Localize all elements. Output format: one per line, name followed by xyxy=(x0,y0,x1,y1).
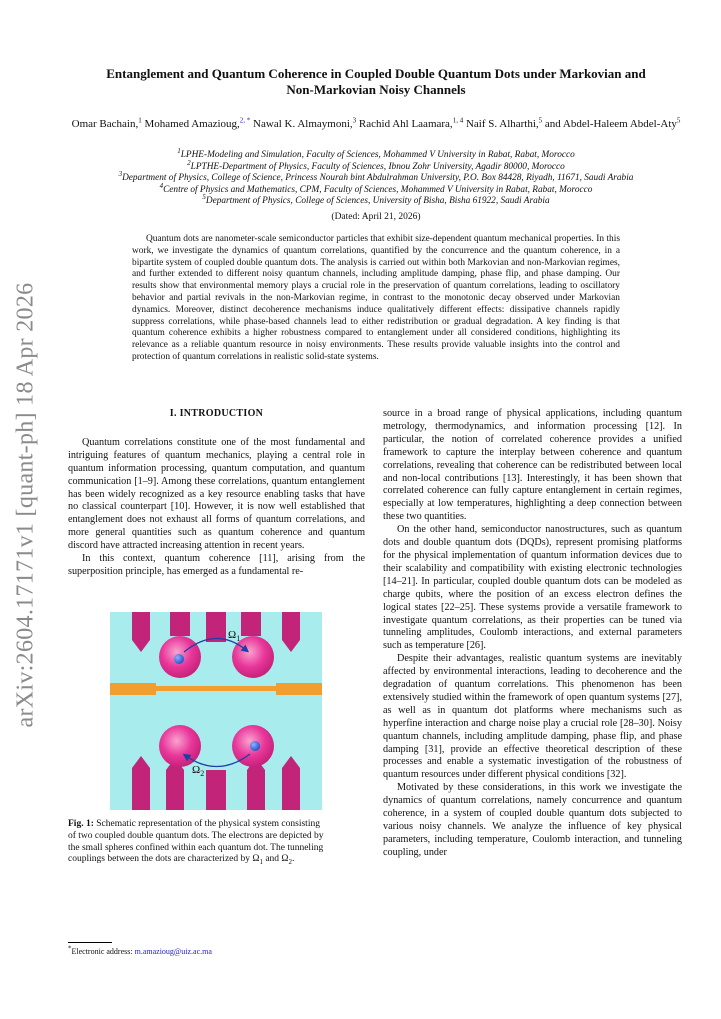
electron xyxy=(250,741,260,751)
affiliation-list xyxy=(60,146,692,208)
paragraph: Motivated by these considerations, in this work we investigate the dynamics of quantum correlations, namely concurrence and quantum coherence, in a system of coupled double quantum dots subjected to various noisy channels. We analyze the influence of key physical parameters, including temperature, Coulomb interaction, and tunneling coupling, under xyxy=(383,782,682,858)
arxiv-id: arXiv:2604.17171v1 [quant-ph] 18 Apr 2026 xyxy=(12,282,39,728)
author: Nawal K. Almaymoni,$^3$ xyxy=(250,116,357,130)
right-column xyxy=(383,408,682,860)
footnote: *Electronic address: m.amazioug@uiz.ac.ma xyxy=(68,944,212,956)
affiliation: $^5$Department of Physics, College of Sciences, University of Bisha, Bisha 61922, Saudi Arabia xyxy=(202,192,550,206)
gate-bottom xyxy=(206,770,226,810)
author: Omar Bachain,$^1$ xyxy=(71,116,142,130)
gate-top xyxy=(206,612,226,642)
affiliation: $^1$LPHE-Modeling and Simulation, Faculty of Sciences, Mohammed V University in Rabat, Rabat, Morocco xyxy=(177,146,575,160)
footnote-rule xyxy=(68,942,112,943)
paper-title xyxy=(70,66,682,98)
affiliation: $^3$Department of Physics, College of Science, Princess Nourah bint Abdulrahman University, P.O. Box 84428, Riyadh, 11671, Saudi Arabia xyxy=(118,169,634,183)
barrier-center xyxy=(156,686,276,691)
left-column xyxy=(68,408,365,579)
author: and Abdel-Haleem Abdel-Aty$^5$ xyxy=(542,116,681,130)
figure-double-quantum-dots xyxy=(110,612,322,810)
gate-top xyxy=(241,612,261,636)
paragraph: On the other hand, semiconductor nanostructures, such as quantum dots and double quantum dots (DQDs), represent promising platforms for the physical implementation of quantum information devices due to their scalability and compatibility with existing electronic technologies [14–21]. In particular, coupled double quantum dots can be modeled as charge qubits, where the position of an excess electron defines the logical states [22–25]. These systems provide a versatile framework to investigate quantum correlations, as their properties can be tuned via tunneling amplitudes, Coulomb interactions, and external parameters such as temperature [26]. xyxy=(383,524,682,652)
paragraph: source in a broad range of physical applications, including quantum metrology, thermodynamics, and information processing [12]. In particular, the notion of correlated coherence provides a unified framework to capture the interplay between coherence and quantum correlations, revealing that coherence can be redistributed between local and non-local contributions [13]. Interestingly, it has been shown that correlated coherence can fully capture entanglement in certain regimes, especially at low temperatures, highlighting a deep connection between these two quantities. xyxy=(383,408,682,523)
abstract-text: Quantum dots are nanometer-scale semiconductor particles that exhibit size-dependent quantum mechanical properties. In this work, we investigate the dynamics of quantum correlations, quantified by the concurrence and the quantum coherence, in a bipartite system of coupled double quantum dots. The analysis is carried out within both Markovian and non-Markovian regimes, and further extended to different noisy quantum channels, including amplitude damping, phase flip, and phase damping. Our results show that environmental memory plays a crucial role in the preservation of quantum correlations, leading to oscillatory behavior and partial revivals in the non-Markovian regime, in contrast to the monotonic decay observed under Markovian dynamics. Moreover, distinct decoherence mechanisms induce qualitatively different effects: dissipative channels rapidly suppress correlations, while phase-based channels lead to either redistribution or gradual degradation. A key finding is that quantum coherence exhibits a higher robustness compared to entanglement under all considered conditions, highlighting its relevance as a reliable quantum resource in noisy environments. These results provide valuable insights into the control and protection of quantum correlations in realistic solid-state systems. xyxy=(132,234,620,362)
barrier-right xyxy=(276,683,322,695)
electron xyxy=(174,654,184,664)
affiliation: $^4$Centre of Physics and Mathematics, CPM, Faculty of Sciences, Mohammed V University in Rabat, Rabat, Morocco xyxy=(159,181,593,195)
title-line-1: Entanglement and Quantum Coherence in Coupled Double Quantum Dots under Markovian and xyxy=(106,66,646,81)
arxiv-stamp xyxy=(6,270,46,740)
abstract xyxy=(132,234,620,364)
email-link[interactable]: m.amazioug@uiz.ac.ma xyxy=(134,947,212,956)
paragraph: Despite their advantages, realistic quantum systems are inevitably affected by environmental interactions, leading to decoherence and the degradation of quantum correlations. This phenomenon has been extensively studied within the framework of open quantum systems [27], as well as in quantum dot platforms where mechanisms such as hyperfine interaction and charge noise play a crucial role [28–30]. Noisy quantum channels, including amplitude damping, phase flip, and phase damping [31], provide an effective theoretical description of these processes and enable a systematic investigation of the robustness of quantum resources under different physical conditions [32]. xyxy=(383,653,682,781)
title-line-2: Non-Markovian Noisy Channels xyxy=(286,82,466,97)
caption-label: Fig. 1: xyxy=(68,819,94,829)
section-heading: I. INTRODUCTION xyxy=(169,408,264,419)
author: Rachid Ahl Laamara,$^{1, 4}$ xyxy=(356,116,464,130)
dated-line: (Dated: April 21, 2026) xyxy=(331,212,421,222)
paragraph: In this context, quantum coherence [11], arising from the superposition principle, has emerged as a fundamental re- xyxy=(68,553,365,577)
author: Mohamed Amazioug,$^{2, *}$ xyxy=(141,116,251,130)
paragraph: Quantum correlations constitute one of the most fundamental and intriguing features of quantum mechanics, playing a central role in quantum information processing, quantum computation, and quantum communication [1–9]. Among these correlations, quantum entanglement has been widely recognized as a key resource enabling tasks that have no classical counterpart [10]. However, it is now well established that entanglement does not exhaust all forms of quantum correlations, and more general quantities such as quantum coherence and quantum discord have attracted increasing attention in recent years. xyxy=(68,436,365,552)
barrier-left xyxy=(110,683,156,695)
author-list xyxy=(70,117,682,131)
omega2-label: $\Omega_2$ xyxy=(192,764,205,778)
author: Naif S. Alharthi,$^5$ xyxy=(463,116,543,130)
omega1-label: $\Omega_1$ xyxy=(228,629,241,643)
affiliation: $^2$LPTHE-Department of Physics, Faculty of Sciences, Ibnou Zohr University, Agadir 80000, Morocco xyxy=(187,158,565,172)
gate-top xyxy=(170,612,190,636)
figure-caption: Fig. 1: Schematic representation of the physical system consisting of two coupled double quantum dots. The electrons are depicted by the small spheres confined within each quantum dot. The tunneling couplings between the dots are characterized by $\Omega_1$ and $\Omega_2$. xyxy=(68,819,324,867)
